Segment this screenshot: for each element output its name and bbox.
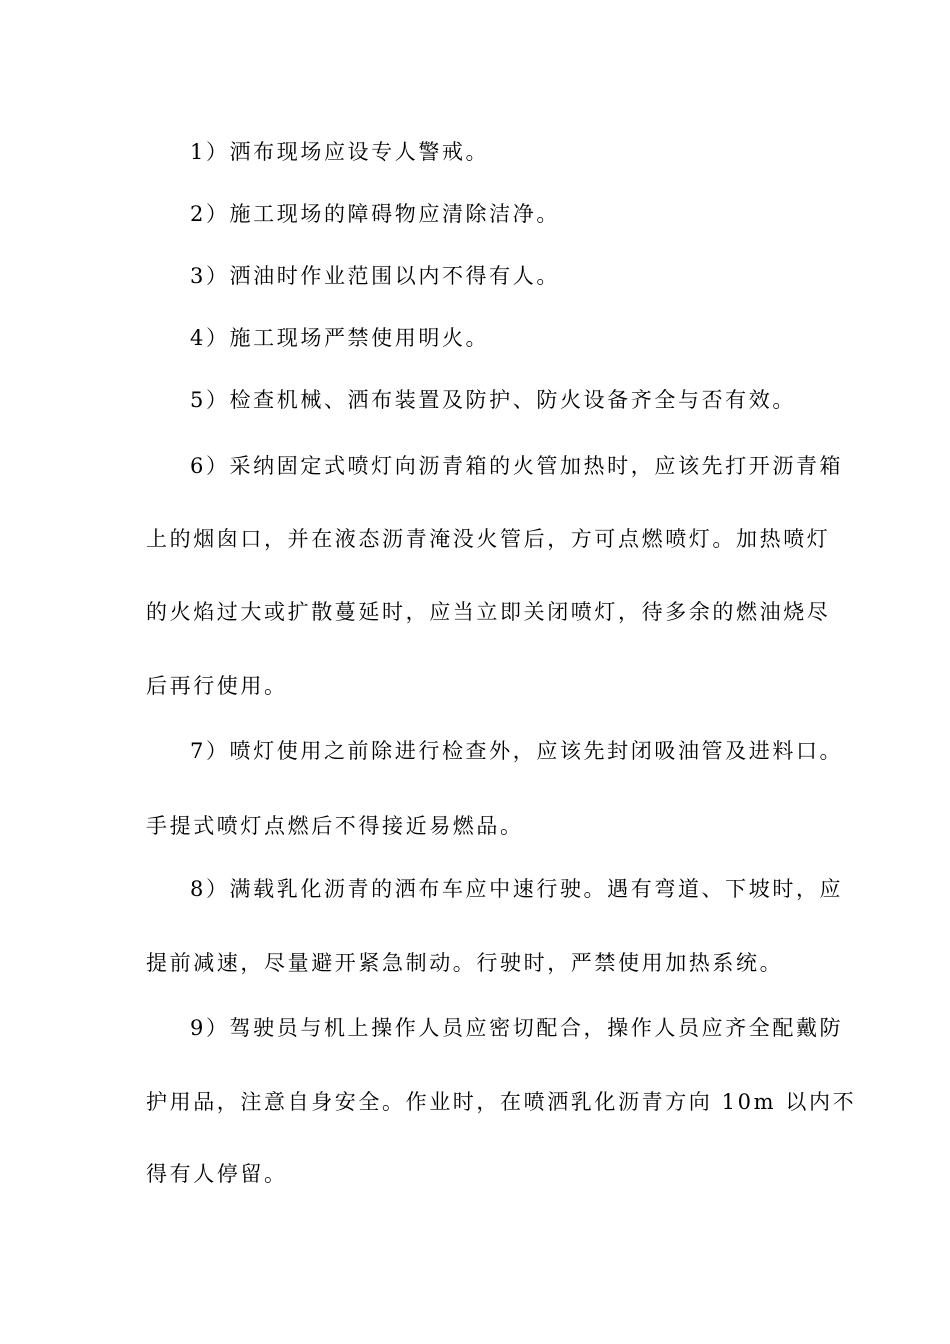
item-9-line-1: 9）驾驶员与机上操作人员应密切配合，操作人员应齐全配戴防 <box>190 1016 844 1040</box>
item-6-line-4: 后再行使用。 <box>146 674 288 698</box>
item-1-line-1: 1）洒布现场应设专人警戒。 <box>190 140 490 164</box>
item-8-line-2: 提前减速，尽量避开紧急制动。行驶时，严禁使用加热系统。 <box>146 951 784 975</box>
item-9-line-2: 护用品，注意自身安全。作业时，在喷洒乳化沥青方向 10m 以内不 <box>146 1090 857 1114</box>
item-5-line-1: 5）检查机械、洒布装置及防护、防火设备齐全与否有效。 <box>190 388 796 412</box>
item-2-line-1: 2）施工现场的障碍物应清除洁净。 <box>190 202 560 226</box>
item-8-line-1: 8）满载乳化沥青的洒布车应中速行驶。遇有弯道、下坡时，应 <box>190 877 844 901</box>
item-9-line-3: 得有人停留。 <box>146 1162 288 1186</box>
item-4-line-1: 4）施工现场严禁使用明火。 <box>190 326 490 350</box>
item-3-line-1: 3）洒油时作业范围以内不得有人。 <box>190 264 560 288</box>
item-6-line-3: 的火焰过大或扩散蔓延时，应当立即关闭喷灯，待多余的燃油烧尽 <box>146 600 831 624</box>
item-7-line-2: 手提式喷灯点燃后不得接近易燃品。 <box>146 814 524 838</box>
item-7-line-1: 7）喷灯使用之前除进行检查外，应该先封闭吸油管及进料口。 <box>190 739 844 763</box>
item-6-line-1: 6）采纳固定式喷灯向沥青箱的火管加热时，应该先打开沥青箱 <box>190 454 844 478</box>
item-6-line-2: 上的烟囱口，并在液态沥青淹没火管后，方可点燃喷灯。加热喷灯 <box>146 527 831 551</box>
